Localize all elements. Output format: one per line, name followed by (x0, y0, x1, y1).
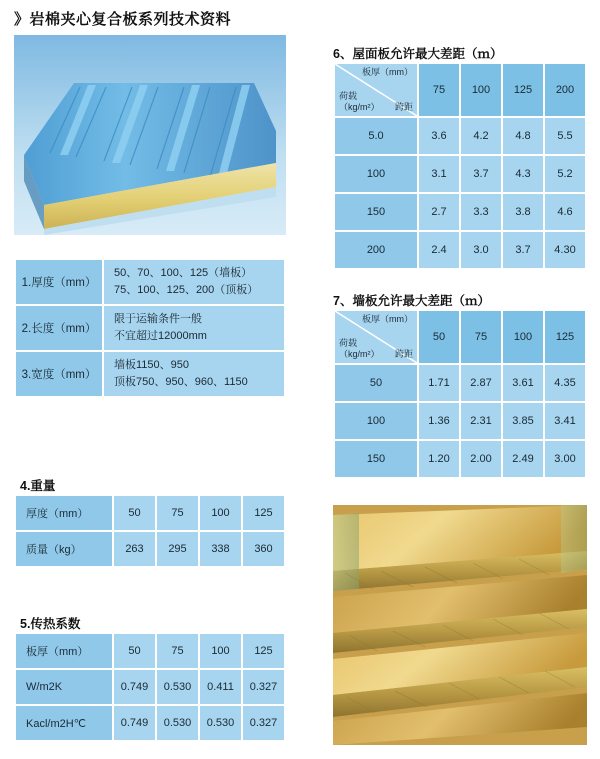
weight-mass-1: 263 (113, 531, 156, 567)
wall-r1c1: 1.71 (418, 364, 460, 402)
page-title: 》岩棉夹心复合板系列技术资料 (14, 11, 232, 28)
dim-value-width (103, 351, 285, 397)
roof-corner-right-label: 跨距 (394, 102, 413, 112)
wall-span-table (333, 309, 587, 479)
wall-r3c3: 2.49 (502, 440, 544, 478)
roof-r1c2: 4.2 (460, 117, 502, 155)
roof-r3c4: 4.6 (544, 193, 586, 231)
table-row (15, 305, 285, 351)
wall-corner-right-label: 跨距 (394, 349, 413, 359)
heat-table (14, 632, 286, 742)
table-row (334, 63, 586, 117)
wall-r3c4: 3.00 (544, 440, 586, 478)
wall-r3c2: 2.00 (460, 440, 502, 478)
dim-label-width: 3.宽度（mm） (15, 351, 103, 397)
table-row (15, 633, 285, 669)
roof-span-heading: 6、屋面板允许最大差距（ｍ） (333, 47, 503, 61)
heat-wm2k-1: 0.749 (113, 669, 156, 705)
roof-r2c1: 3.1 (418, 155, 460, 193)
roof-corner-load: 荷载 (339, 91, 358, 101)
roof-corner-unit: （kg/m²） (339, 102, 380, 112)
blue-panel-illustration (14, 35, 286, 235)
wall-corner-cell (334, 310, 418, 364)
wall-r1c3: 3.61 (502, 364, 544, 402)
roof-r1c4: 5.5 (544, 117, 586, 155)
dim-length-line2: 不宜超过12000mm (114, 330, 207, 342)
panel-photo-rockwool (333, 505, 587, 745)
panel-photo-blue (14, 35, 286, 235)
dim-label-thickness: 1.厚度（mm） (15, 259, 103, 305)
table-row (334, 402, 586, 440)
table-row (15, 495, 285, 531)
heat-kcal-1: 0.749 (113, 705, 156, 741)
wall-r1c2: 2.87 (460, 364, 502, 402)
table-row (334, 364, 586, 402)
table-row (15, 705, 285, 741)
wall-corner-load: 荷载 (339, 338, 358, 348)
table-row (15, 259, 285, 305)
heat-thickness-2: 75 (156, 633, 199, 669)
weight-mass-2: 295 (156, 531, 199, 567)
roof-r2c4: 5.2 (544, 155, 586, 193)
heat-row-label-kcal: Kacl/m2H℃ (15, 705, 113, 741)
wall-corner-unit: （kg/m²） (339, 349, 380, 359)
roof-corner-top-label: 板厚（mm） (362, 67, 413, 77)
roof-thickness-3: 125 (502, 63, 544, 117)
wall-span-heading: 7、墙板允许最大差距（ｍ） (333, 294, 490, 308)
heat-wm2k-4: 0.327 (242, 669, 285, 705)
weight-mass-4: 360 (242, 531, 285, 567)
roof-corner-cell (334, 63, 418, 117)
heat-heading: 5.传热系数 (20, 617, 81, 631)
weight-thickness-4: 125 (242, 495, 285, 531)
weight-table (14, 494, 286, 568)
roof-r3c1: 2.7 (418, 193, 460, 231)
table-row (15, 351, 285, 397)
heat-wm2k-3: 0.411 (199, 669, 242, 705)
table-row (334, 231, 586, 269)
roof-load-4: 200 (334, 231, 418, 269)
rockwool-panel-illustration (333, 505, 587, 745)
heat-thickness-3: 100 (199, 633, 242, 669)
roof-r2c3: 4.3 (502, 155, 544, 193)
table-row (334, 193, 586, 231)
heat-thickness-4: 125 (242, 633, 285, 669)
heat-thickness-1: 50 (113, 633, 156, 669)
weight-thickness-2: 75 (156, 495, 199, 531)
table-row (334, 155, 586, 193)
dim-length-line1: 限于运输条件一般 (114, 313, 202, 325)
wall-r2c4: 3.41 (544, 402, 586, 440)
heat-kcal-3: 0.530 (199, 705, 242, 741)
wall-thickness-1: 50 (418, 310, 460, 364)
wall-load-1: 50 (334, 364, 418, 402)
dim-thickness-line1: 50、70、100、125（墙板） (114, 267, 253, 279)
roof-r1c3: 4.8 (502, 117, 544, 155)
heat-row-label-wm2k: W/m2K (15, 669, 113, 705)
weight-mass-3: 338 (199, 531, 242, 567)
dim-label-length: 2.长度（mm） (15, 305, 103, 351)
roof-load-1: 5.0 (334, 117, 418, 155)
heat-kcal-2: 0.530 (156, 705, 199, 741)
wall-r1c4: 4.35 (544, 364, 586, 402)
wall-r3c1: 1.20 (418, 440, 460, 478)
roof-thickness-4: 200 (544, 63, 586, 117)
heat-kcal-4: 0.327 (242, 705, 285, 741)
table-row (334, 440, 586, 478)
wall-r2c1: 1.36 (418, 402, 460, 440)
roof-r4c2: 3.0 (460, 231, 502, 269)
table-row (334, 117, 586, 155)
dim-width-line2: 顶板750、950、960、1150 (114, 376, 248, 388)
roof-r4c3: 3.7 (502, 231, 544, 269)
roof-corner-left-label (339, 91, 380, 113)
roof-r2c2: 3.7 (460, 155, 502, 193)
roof-thickness-1: 75 (418, 63, 460, 117)
roof-r4c1: 2.4 (418, 231, 460, 269)
roof-thickness-2: 100 (460, 63, 502, 117)
weight-row-label-thickness: 厚度（mm） (15, 495, 113, 531)
table-row (334, 310, 586, 364)
weight-row-label-mass: 质量（kg） (15, 531, 113, 567)
wall-load-3: 150 (334, 440, 418, 478)
roof-r3c2: 3.3 (460, 193, 502, 231)
wall-r2c2: 2.31 (460, 402, 502, 440)
weight-thickness-1: 50 (113, 495, 156, 531)
roof-r1c1: 3.6 (418, 117, 460, 155)
roof-r4c4: 4.30 (544, 231, 586, 269)
wall-thickness-2: 75 (460, 310, 502, 364)
weight-heading: 4.重量 (20, 479, 56, 493)
wall-r2c3: 3.85 (502, 402, 544, 440)
dimensions-table (14, 258, 286, 398)
roof-span-table (333, 62, 587, 270)
roof-load-2: 100 (334, 155, 418, 193)
heat-wm2k-2: 0.530 (156, 669, 199, 705)
wall-corner-top-label: 板厚（mm） (362, 314, 413, 324)
table-row (15, 531, 285, 567)
dim-value-thickness (103, 259, 285, 305)
wall-corner-left-label (339, 338, 380, 360)
heat-row-label-thickness: 板厚（mm） (15, 633, 113, 669)
dim-value-length (103, 305, 285, 351)
wall-thickness-3: 100 (502, 310, 544, 364)
table-row (15, 669, 285, 705)
wall-load-2: 100 (334, 402, 418, 440)
roof-r3c3: 3.8 (502, 193, 544, 231)
roof-load-3: 150 (334, 193, 418, 231)
wall-thickness-4: 125 (544, 310, 586, 364)
weight-thickness-3: 100 (199, 495, 242, 531)
dim-width-line1: 墙板1150、950 (114, 359, 190, 371)
dim-thickness-line2: 75、100、125、200（顶板） (114, 284, 259, 296)
